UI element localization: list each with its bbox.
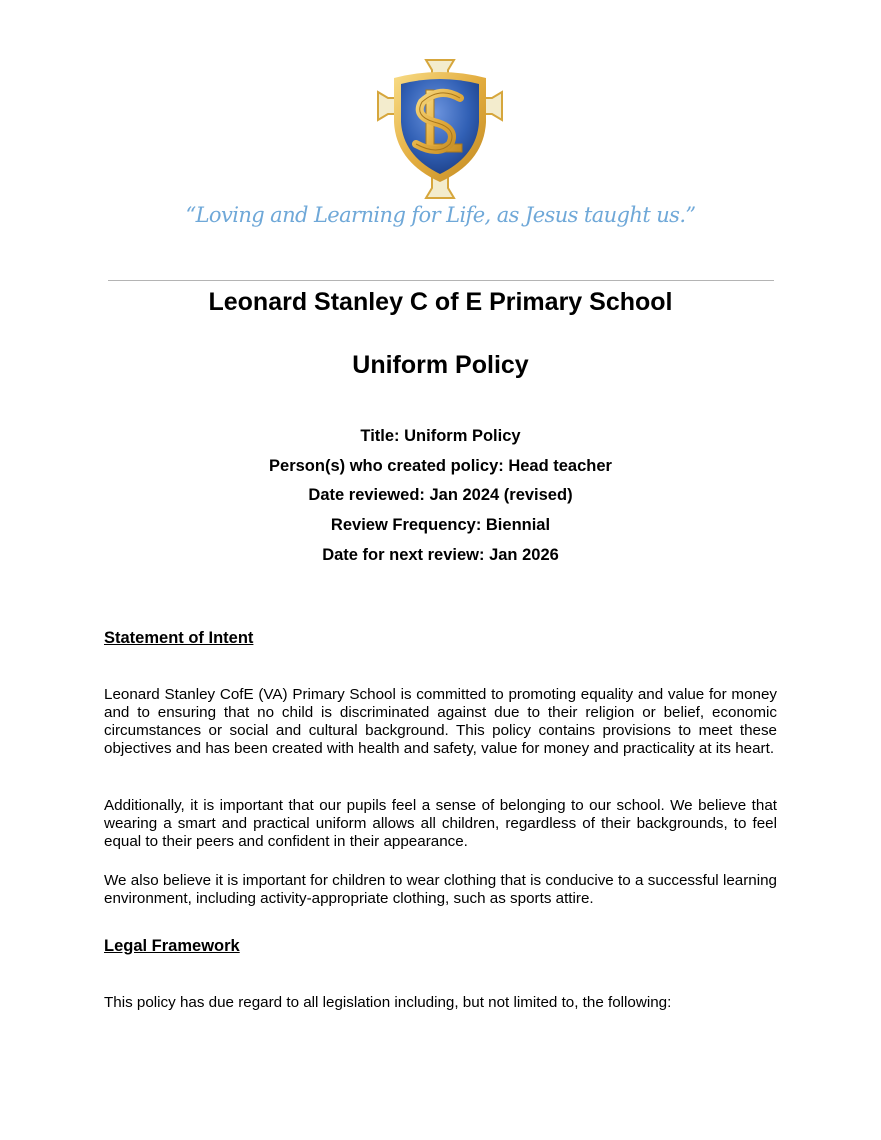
school-crest-icon — [376, 58, 504, 200]
meta-created-by: Person(s) who created policy: Head teacher — [269, 457, 612, 475]
meta-next-review: Date for next review: Jan 2026 — [322, 546, 559, 564]
section-heading-statement-of-intent: Statement of Intent — [104, 629, 254, 647]
meta-title: Title: Uniform Policy — [360, 427, 521, 445]
meta-date-reviewed: Date reviewed: Jan 2024 (revised) — [308, 486, 573, 504]
meta-review-frequency: Review Frequency: Biennial — [330, 516, 551, 534]
paragraph: We also believe it is important for children to wear clothing that is conducive to a successful learning environment, including activity-appropriate clothing, such as sports attire. — [104, 872, 777, 907]
policy-title: Uniform Policy — [352, 351, 529, 379]
paragraph: This policy has due regard to all legislation including, but not limited to, the following: — [104, 994, 672, 1011]
school-name: Leonard Stanley C of E Primary School — [208, 288, 673, 316]
paragraph: Leonard Stanley CofE (VA) Primary School is committed to promoting equality and value for money and to ensuring that no child is discriminated against due to their religion or belief, economic circumstances or social and cultural background. This policy contains provisions to meet these objectives and has been created with health and safety, value for money and practicality at its heart. — [104, 686, 777, 757]
paragraph: Additionally, it is important that our pupils feel a sense of belonging to our school. We believe that wearing a smart and practical uniform allows all children, regardless of their backgrounds, to feel equal to their peers and confident in their appearance. — [104, 797, 777, 850]
section-heading-legal-framework: Legal Framework — [104, 937, 240, 955]
school-motto: “Loving and Learning for Life, as Jesus taught us.” — [185, 203, 696, 227]
header-divider — [108, 280, 774, 281]
